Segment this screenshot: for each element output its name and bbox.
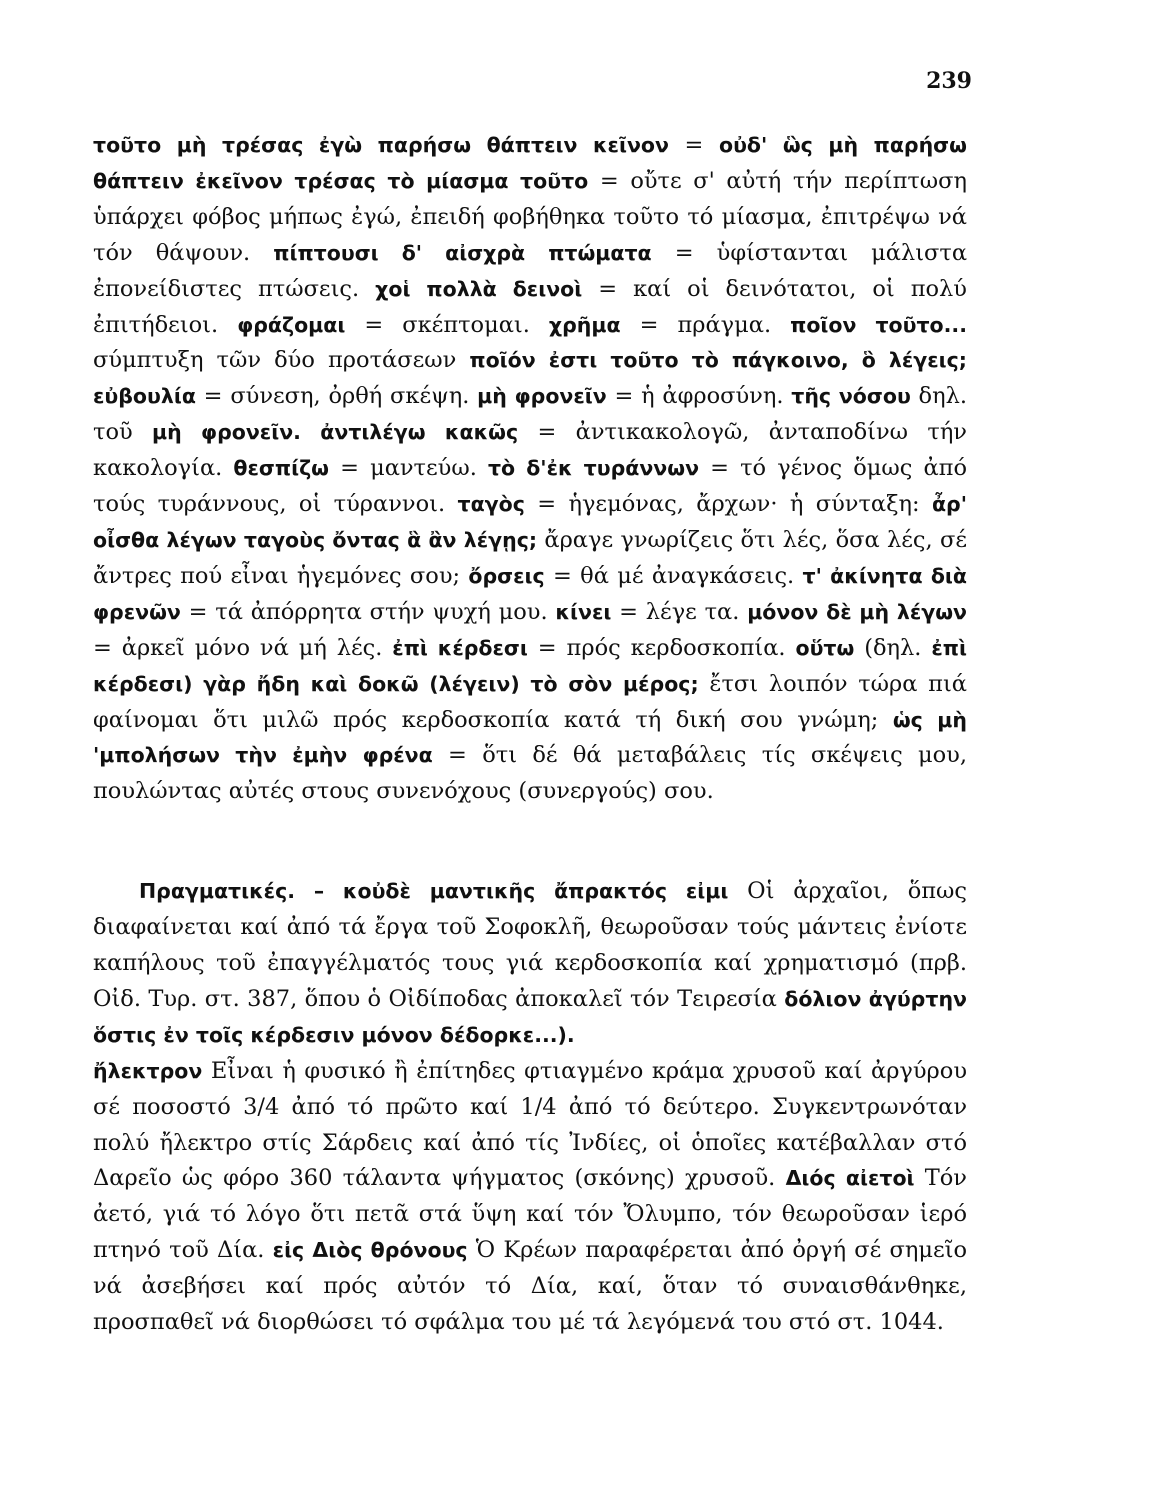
commentary-text: =: [668, 132, 719, 158]
body-text: [93, 128, 967, 1341]
commentary-text: ἄραγε γνωρίζεις ὅτι λές, ὅσα λές, σέ ἄντρες πού εἶναι ἡγεμόνες σου;: [93, 526, 967, 589]
bold-lemma: μὴ φρονεῖν. ἀντιλέγω κακῶς: [152, 420, 519, 445]
commentary-text: Ὁ Κρέων παραφέρεται ἀπό ὀργή σέ σημεῖο νά ἀσεβήσει καί πρός αὐτόν τό Δία, καί, ὅταν τό συναισθάνθηκε, προσπαθεῖ νά διορθώσει τό σφάλμα του μέ τά λεγόμενά του στό στ. 1044.: [93, 1237, 967, 1336]
bold-lemma: ταγὸς: [457, 492, 525, 517]
commentary-text: = καί οἱ δεινότατοι, οἱ πολύ ἐπιτήδειοι.: [93, 275, 967, 338]
bold-lemma: ἐπὶ κέρδεσι) γὰρ ἤδη καὶ δοκῶ (λέγειν) τὸ σὸν μέρος;: [93, 635, 967, 696]
commentary-text: = οὔτε σ' αὐτή τήν περίπτωση ὑπάρχει φόβος μήπως ἐγώ, ἐπειδή φοβήθηκα τοῦτο τό μίασμα, ἐπιτρέψω νά τόν θάψουν.: [93, 167, 967, 266]
bold-lemma: ποῖόν ἐστι τοῦτο τὸ πάγκοινο, ὃ λέγεις; εὐβουλία: [93, 348, 967, 409]
commentary-text: ἔτσι λοιπόν τώρα πιά φαίνομαι ὅτι μιλῶ πρός κερδοσκοπία κατά τή δική σου γνώμη;: [93, 670, 967, 733]
bold-lemma: πίπτουσι δ' αἰσχρὰ πτώματα: [273, 240, 652, 265]
bold-lemma: οὐδ' ὣς μὴ παρήσω θάπτειν ἐκεῖνον τρέσας τὸ μίασμα τοῦτο: [93, 133, 967, 193]
bold-lemma: ὡς μὴ 'μπολήσων τὴν ἐμὴν φρένα: [93, 707, 967, 768]
bold-lemma: φράζομαι: [237, 312, 346, 337]
paragraph-pragmatikes: [93, 874, 967, 1054]
commentary-text: = ὑφίστανται μάλιστα ἐπονείδιστες πτώσεις.: [93, 239, 968, 302]
commentary-text: (δηλ.: [854, 634, 932, 661]
bold-lemma: δόλιον ἀγύρτην ὅστις ἐν τοῖς κέρδεσιν μόνον δέδορκε...).: [93, 986, 967, 1047]
paragraph-commentary-notes: [93, 128, 967, 810]
commentary-text: = μαντεύω.: [329, 455, 488, 482]
bold-lemma: ἤλεκτρον: [93, 1058, 203, 1083]
bold-lemma: οὕτω: [795, 635, 855, 660]
commentary-text: = σύνεση, ὀρθή σκέψη.: [195, 383, 478, 410]
bold-lemma: Διός αἰετοὶ: [785, 1166, 915, 1191]
bold-lemma: χρῆμα: [548, 312, 621, 337]
bold-lemma: Πραγματικές. – κοὐδὲ μαντικῆς ἄπρακτός εἰμι: [139, 879, 729, 904]
commentary-text: = ἀρκεῖ μόνο νά μή λές.: [93, 634, 393, 661]
commentary-text: = ἡ ἀφροσύνη.: [606, 383, 792, 410]
bold-lemma: ποῖον τοῦτο...: [790, 312, 968, 337]
commentary-text: = θά μέ ἀναγκάσεις.: [544, 562, 803, 589]
page-number: 239: [926, 68, 972, 94]
commentary-text: = τό γένος ὅμως ἀπό τούς τυράννους, οἱ τύραννοι.: [93, 455, 967, 518]
commentary-text: = σκέπτομαι.: [345, 311, 549, 338]
commentary-text: = τά ἀπόρρητα στήν ψυχή μου.: [180, 598, 556, 625]
bold-lemma: τ' ἀκίνητα διὰ φρενῶν: [93, 563, 967, 624]
commentary-text: Εἶναι ἡ φυσικό ἢ ἐπίτηδες φτιαγμένο κράμα χρυσοῦ καί ἀργύρου σέ ποσοστό 3/4 ἀπό τό πρῶτο καί 1/4 ἀπό τό δεύτερο. Συγκεντρωνόταν πολύ ἤλεκτρο στίς Σάρδεις καί ἀπό τίς Ἰνδίες, οἱ ὁποῖες κατέβαλλαν στό Δαρεῖο ὡς φόρο 360 τάλαντα ψήγματος (σκόνης) χρυσοῦ.: [93, 1057, 967, 1192]
bold-lemma: ἐπὶ κέρδεσι: [392, 635, 528, 660]
commentary-text: = ἡγεμόνας, ἄρχων· ἡ σύνταξη:: [524, 491, 932, 518]
bold-lemma: τῆς νόσου: [791, 384, 911, 409]
bold-lemma: κίνει: [555, 599, 612, 624]
paragraph-electron: [93, 1054, 967, 1341]
bold-lemma: μὴ φρονεῖν: [477, 384, 607, 409]
commentary-text: = ἀντικακολογῶ, ἀνταποδίνω τήν κακολογία.: [93, 419, 967, 482]
bold-lemma: τὸ δ'ἐκ τυράννων: [487, 456, 700, 481]
commentary-text: Οἱ ἀρχαῖοι, ὅπως διαφαίνεται καί ἀπό τά ἔργα τοῦ Σοφοκλῆ, θεωροῦσαν τούς μάντεις ἐνίοτε καπήλους τοῦ ἐπαγγέλματός τους γιά κερδοσκοπία καί χρηματισμό (πρβ. Οἰδ. Τυρ. στ. 387, ὅπου ὁ Οἰδίποδας ἀποκαλεῖ τόν Τειρεσία: [93, 878, 967, 1012]
commentary-text: σύμπτυξη τῶν δύο προτάσεων: [93, 347, 470, 374]
bold-lemma: ὄρσεις: [468, 563, 545, 588]
commentary-text: = πρός κερδοσκοπία.: [527, 634, 796, 661]
bold-lemma: μόνον δὲ μὴ λέγων: [747, 599, 967, 624]
commentary-text: = λέγε τα.: [611, 598, 748, 625]
bold-lemma: ἆρ' οἶσθα λέγων ταγοὺς ὄντας ἃ ἂν λέγῃς;: [93, 492, 967, 552]
bold-lemma: τοῦτο μὴ τρέσας ἐγὼ παρήσω θάπτειν κεῖνον: [93, 133, 669, 157]
commentary-text: Τόν ἀετό, γιά τό λόγο ὅτι πετᾶ στά ὕψη καί τόν Ὄλυμπο, τόν θεωροῦσαν ἱερό πτηνό τοῦ Δία.: [93, 1165, 967, 1264]
commentary-text: = πράγμα.: [620, 311, 791, 338]
bold-lemma: εἰς Διὸς θρόνους: [272, 1238, 468, 1263]
bold-lemma: χοἱ πολλὰ δεινοὶ: [375, 276, 583, 301]
bold-lemma: θεσπίζω: [233, 456, 329, 481]
commentary-text: δηλ. τοῦ: [93, 383, 967, 446]
commentary-text: = ὅτι δέ θά μεταβάλεις τίς σκέψεις μου, πουλώντας αὐτές στους συνενόχους (συνεργούς) σου.: [93, 742, 967, 805]
